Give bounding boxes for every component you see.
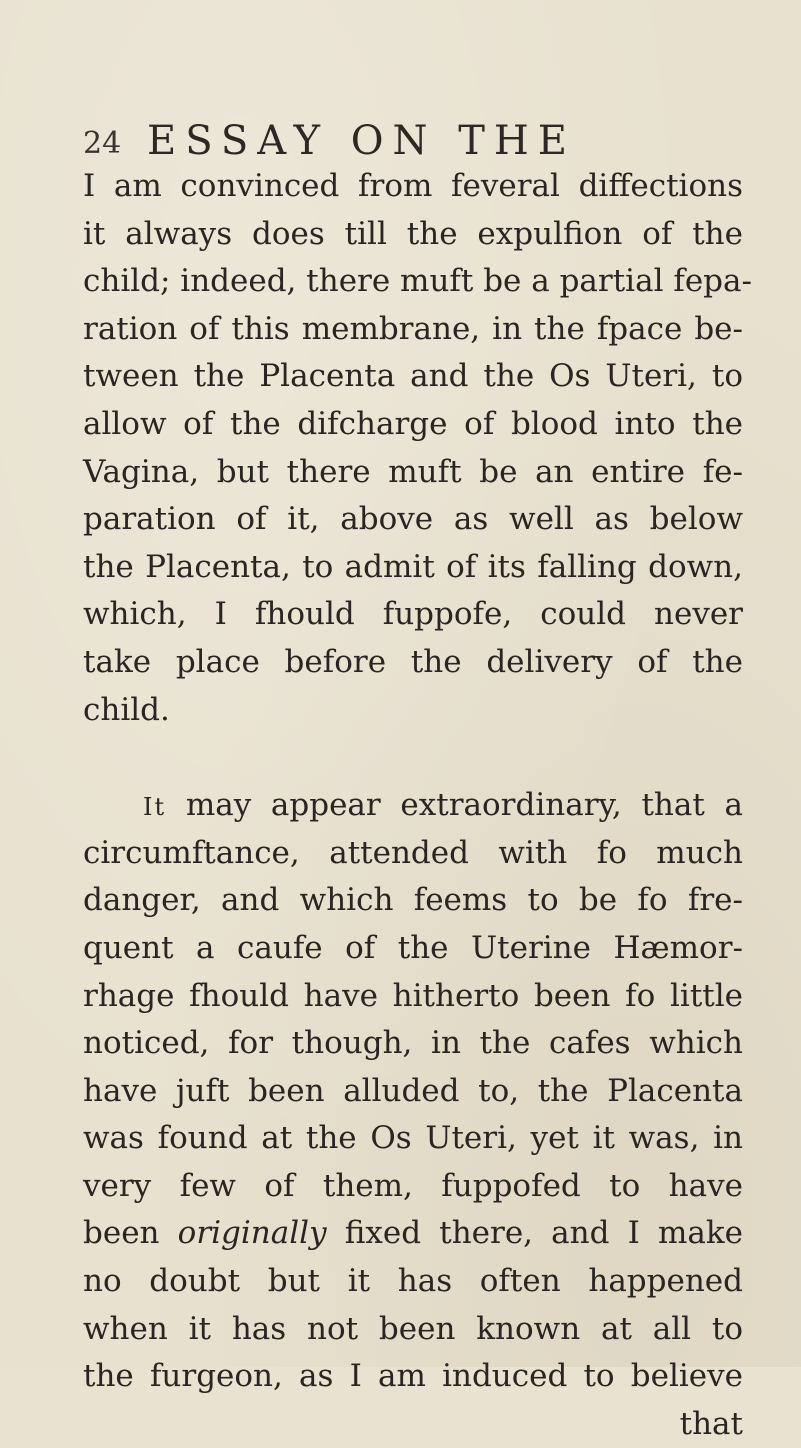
text-line: I am convinced from feveral diffections <box>83 168 743 204</box>
running-head: ESSAY ON THE <box>147 118 576 164</box>
text-line: the furgeon, as I am induced to believe <box>83 1358 743 1395</box>
paragraph-2 <box>83 782 743 1448</box>
text-line <box>83 1210 743 1258</box>
text-line: take place before the delivery of the <box>83 643 743 680</box>
text-span: been <box>83 1215 178 1252</box>
text-line: rhage fhould have hitherto been fo little <box>83 977 743 1014</box>
text-line: child. <box>83 691 170 728</box>
text-line: child; indeed, there muft be a partial fepa- <box>83 263 752 300</box>
body-text <box>83 163 752 1448</box>
text-line: the Placenta, to admit of its falling down, <box>83 548 743 585</box>
paragraph-gap <box>83 734 743 782</box>
paragraph-1 <box>83 163 752 734</box>
text-line: circumftance, attended with fo much <box>83 834 743 871</box>
text-line: when it has not been known at all to <box>83 1310 743 1347</box>
text-line: danger, and which feems to be fo fre- <box>83 882 743 919</box>
catchword: that <box>679 1405 743 1442</box>
text-line: have juft been alluded to, the Placenta <box>83 1072 743 1109</box>
text-line: noticed, for though, in the cafes which <box>83 1025 743 1062</box>
text-line-first <box>83 782 743 830</box>
text-span: fixed there, and I make <box>326 1215 744 1252</box>
page-header <box>0 118 801 168</box>
text-line: which, I fhould fuppofe, could never <box>83 596 743 633</box>
text-line: allow of the difcharge of blood into the <box>83 405 743 442</box>
small-caps-initial: It <box>143 793 167 822</box>
text-line: tween the Placenta and the Os Uteri, to <box>83 358 743 395</box>
text-line: very few of them, fuppofed to have <box>83 1167 743 1204</box>
text-line: ration of this membrane, in the fpace be- <box>83 310 743 347</box>
text-line: it always does till the expulfion of the <box>83 215 743 252</box>
text-line: paration of it, above as well as below <box>83 501 743 538</box>
italic-word: originally <box>177 1215 327 1252</box>
text-span: may appear extraordinary, that a <box>166 787 743 824</box>
text-line: was found at the Os Uteri, yet it was, in <box>83 1120 743 1157</box>
text-line: no doubt but it has often happened <box>83 1263 743 1300</box>
text-line: Vagina, but there muft be an entire fe- <box>83 453 743 490</box>
page-number: 24 <box>83 126 122 161</box>
text-line: quent a caufe of the Uterine Hæmor- <box>83 929 743 966</box>
